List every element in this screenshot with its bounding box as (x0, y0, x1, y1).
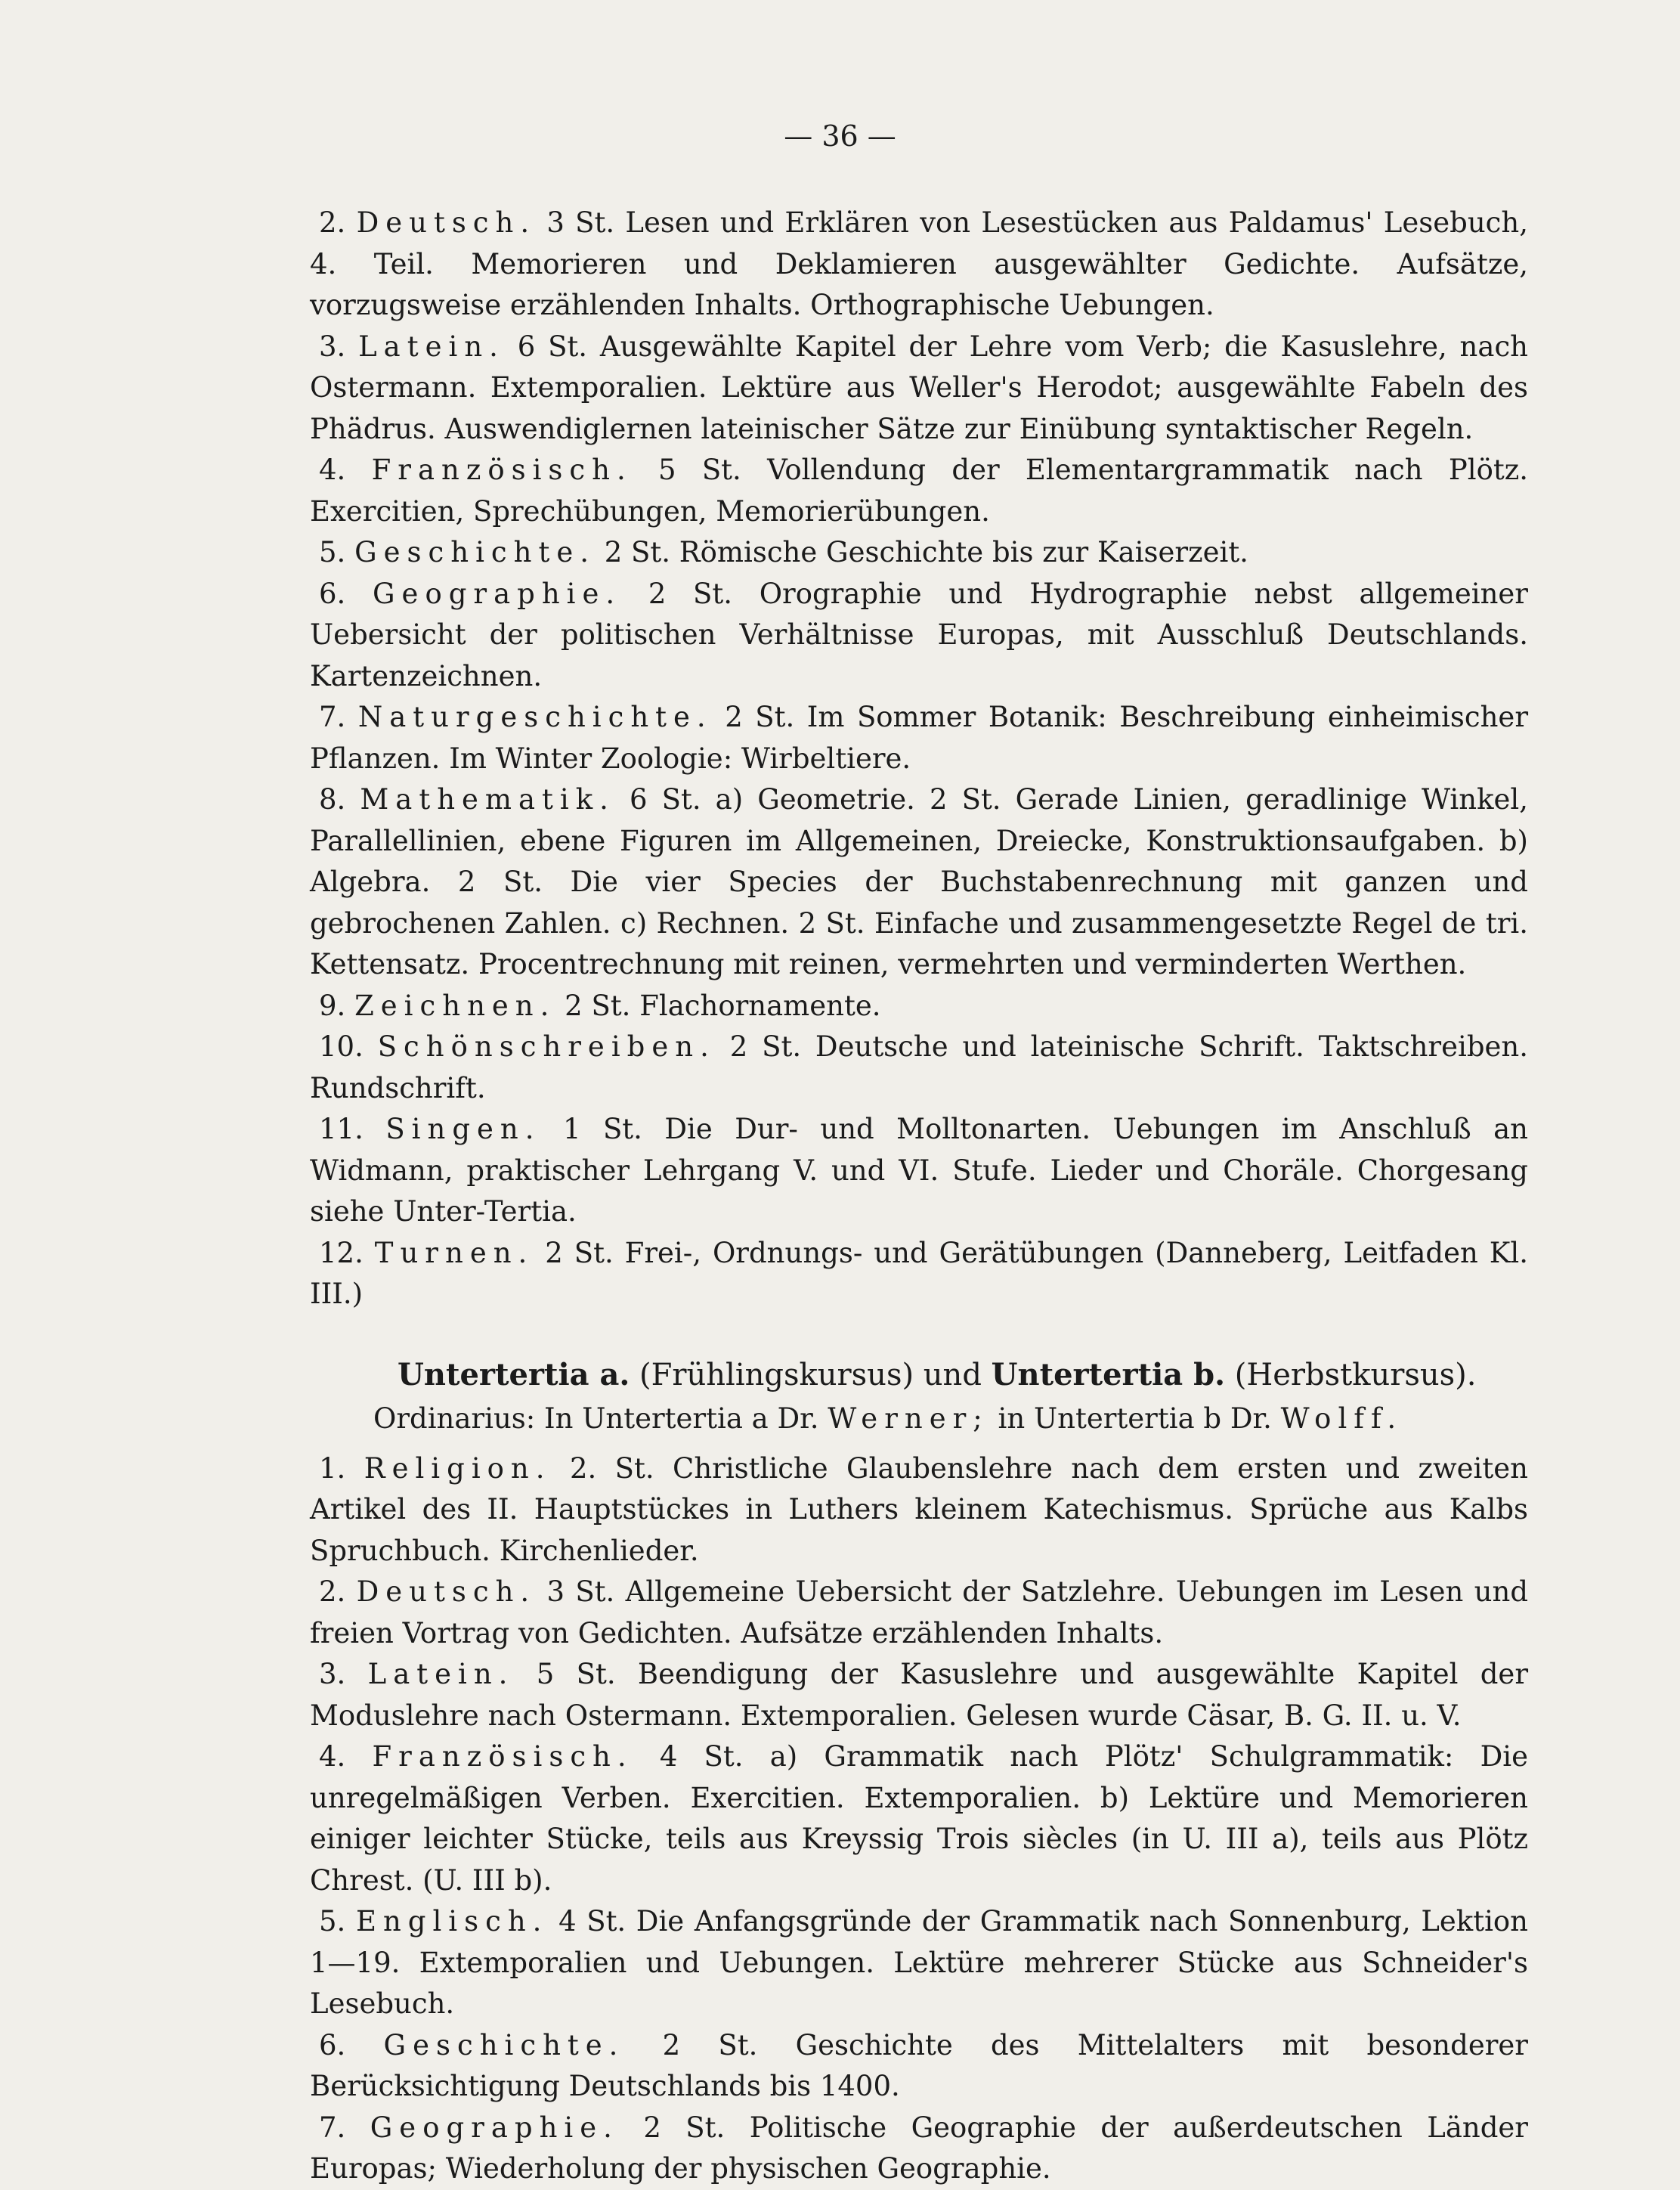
item-text: 1 St. Die Dur- und Molltonarten. Uebungen im Anschluß an Widmann, praktischer Lehrgang V. und VI. Stufe. Lieder und Choräle. Chorgesang siehe Unter-Tertia. (310, 1113, 1529, 1228)
item-subject: Turnen. (374, 1236, 534, 1269)
item-number: 1. (319, 1451, 346, 1485)
page-number: — 36 — (784, 119, 896, 153)
ordinarius-text: In Untertertia a Dr. (544, 1402, 819, 1435)
item-text: 3 St. Lesen und Erklären von Lesestücken aus Paldamus' Lesebuch, 4. Teil. Memorieren und Deklamieren ausgewählter Gedichte. Aufsätze, vorzugsweise erzählenden Inhalts. Orthographische Uebungen. (310, 206, 1528, 321)
item-number: 6. (319, 2028, 346, 2061)
item-text: 6 St. Ausgewählte Kapitel der Lehre vom Verb; die Kasuslehre, nach Ostermann. Extemporalien. Lektüre aus Weller's Herodot; ausgewählte Fabeln des Phädrus. Auswendiglernen lateinischer Sätze zur Einübung syntaktischer Regeln. (310, 330, 1528, 445)
item-subject: Latein. (367, 1658, 515, 1690)
list-item (310, 697, 1528, 779)
heading-conjunction: und (923, 1357, 982, 1392)
item-text: 5 St. Vollendung der Elementargrammatik nach Plötz. Exercitien, Sprechübungen, Memorierübungen. (310, 454, 1528, 528)
list-item (310, 1572, 1528, 1654)
item-subject: Schönschreiben. (377, 1030, 716, 1063)
item-text: 6 St. a) Geometrie. 2 St. Gerade Linien, geradlinige Winkel, Parallellinien, ebene Figuren im Allgemeinen, Dreiecke, Konstruktionsaufgaben. b) Algebra. 2 St. Die vier Species der Buchstabenrechnung mit ganzen und gebrochenen Zahlen. c) Rechnen. 2 St. Einfache und zusammengesetzte Regel de tri. Kettensatz. Procentrechnung mit reinen, vermehrten und verminderten Werthen. (310, 783, 1529, 980)
list-item (310, 532, 1528, 574)
item-subject: Religion. (364, 1451, 552, 1485)
item-number: 6. (319, 577, 346, 610)
list-item (310, 1654, 1528, 1736)
item-text: 2 St. Frei-, Ordnungs- und Gerätübungen (Danneberg, Leitfaden Kl. III.) (310, 1236, 1529, 1310)
item-subject: Geschichte. (354, 536, 596, 568)
list-item (310, 203, 1528, 327)
item-number: 10. (319, 1030, 364, 1063)
item-subject: Französisch. (371, 454, 633, 486)
item-subject: Deutsch. (356, 206, 537, 239)
item-text: 2 St. Politische Geographie der außerdeutschen Länder Europas; Wiederholung der physischen Geographie. (310, 2111, 1528, 2185)
heading-note-b: (Herbstkursus). (1234, 1357, 1477, 1392)
item-text: 2 St. Orographie und Hydrographie nebst allgemeiner Uebersicht der politischen Verhältnisse Europas, mit Ausschluß Deutschlands. Kartenzeichnen. (310, 577, 1528, 692)
heading-class-a: Untertertia a. (398, 1356, 630, 1392)
item-subject: Singen. (385, 1113, 541, 1145)
document-body (310, 203, 1528, 2190)
item-text: 3 St. Allgemeine Uebersicht der Satzlehre. Uebungen im Lesen und freien Vortrag von Gedichten. Aufsätze erzählenden Inhalts. (310, 1575, 1529, 1649)
list-item (310, 1027, 1528, 1109)
item-text: 2 St. Römische Geschichte bis zur Kaiserzeit. (604, 536, 1248, 568)
item-subject: Zeichnen. (354, 989, 556, 1022)
item-text: 4 St. Die Anfangsgründe der Grammatik nach Sonnenburg, Lektion 1—19. Extemporalien und Uebungen. Lektüre mehrerer Stücke aus Schneider's Lesebuch. (310, 1905, 1529, 2020)
list-item (310, 986, 1528, 1027)
item-text: 2 St. Im Sommer Botanik: Beschreibung einheimischer Pflanzen. Im Winter Zoologie: Wirbeltiere. (310, 701, 1529, 775)
list-item (310, 1901, 1528, 2025)
item-number: 2. (319, 1575, 346, 1608)
ordinarius-name: Wolff. (1280, 1402, 1403, 1435)
ordinarius-name: Werner; (828, 1402, 989, 1435)
list-item (310, 1448, 1528, 1572)
item-number: 8. (319, 783, 346, 816)
item-number: 5. (319, 1905, 346, 1938)
item-text: 2 St. Deutsche und lateinische Schrift. Taktschreiben. Rundschrift. (310, 1030, 1528, 1104)
section-obertertia-list (310, 203, 1528, 1315)
list-item (310, 1736, 1528, 1901)
item-subject: Latein. (358, 330, 505, 363)
item-number: 7. (319, 701, 346, 733)
list-item (310, 1109, 1528, 1233)
ordinarius-label: Ordinarius: (373, 1402, 536, 1435)
ordinarius-line (310, 1397, 1528, 1441)
item-text: 2 St. Geschichte des Mittelalters mit besonderer Berücksichtigung Deutschlands bis 1400. (310, 2028, 1528, 2102)
item-number: 7. (319, 2111, 346, 2144)
heading-note-a: (Frühlingskursus) (639, 1357, 914, 1392)
item-text: 5 St. Beendigung der Kasuslehre und ausgewählte Kapitel der Moduslehre nach Ostermann. Extemporalien. Gelesen wurde Cäsar, B. G. II. u. V. (310, 1658, 1529, 1732)
list-item (310, 450, 1528, 532)
item-text: 4 St. a) Grammatik nach Plötz' Schulgrammatik: Die unregelmäßigen Verben. Exercitien. Extemporalien. b) Lektüre und Memorieren einiger leichter Stücke, teils aus Kreyssig Trois siècles (in U. III a), teils aus Plötz Chrest. (U. III b). (310, 1740, 1528, 1897)
item-text: 2. St. Christliche Glaubenslehre nach dem ersten und zweiten Artikel des II. Hauptstückes in Luthers kleinem Katechismus. Sprüche aus Kalbs Spruchbuch. Kirchenlieder. (310, 1451, 1528, 1567)
list-item (310, 1233, 1528, 1315)
item-number: 12. (319, 1236, 364, 1269)
item-subject: Geographie. (370, 2111, 619, 2144)
list-item (310, 2108, 1528, 2190)
list-item (310, 2025, 1528, 2108)
list-item (310, 574, 1528, 698)
item-number: 11. (319, 1113, 364, 1145)
heading-class-b: Untertertia b. (991, 1356, 1226, 1392)
item-subject: Mathematik. (360, 783, 615, 816)
item-subject: Geschichte. (383, 2028, 625, 2061)
item-subject: Französisch. (372, 1740, 633, 1773)
item-subject: Deutsch. (356, 1575, 537, 1608)
item-number: 3. (319, 1658, 346, 1690)
item-subject: Englisch. (355, 1905, 549, 1938)
ordinarius-text: in Untertertia b Dr. (998, 1402, 1272, 1435)
section-untertertia-list (310, 1448, 1528, 2190)
item-number: 2. (319, 206, 346, 239)
item-number: 9. (319, 989, 346, 1022)
item-number: 3. (319, 330, 346, 363)
item-number: 4. (319, 1740, 346, 1773)
item-text: 2 St. Flachornamente. (565, 989, 881, 1022)
list-item (310, 327, 1528, 451)
item-subject: Geographie. (372, 577, 622, 610)
list-item (310, 779, 1528, 986)
item-number: 5. (319, 536, 346, 568)
item-number: 4. (319, 454, 346, 486)
item-subject: Naturgeschichte. (357, 701, 713, 733)
section-heading (310, 1353, 1528, 1397)
